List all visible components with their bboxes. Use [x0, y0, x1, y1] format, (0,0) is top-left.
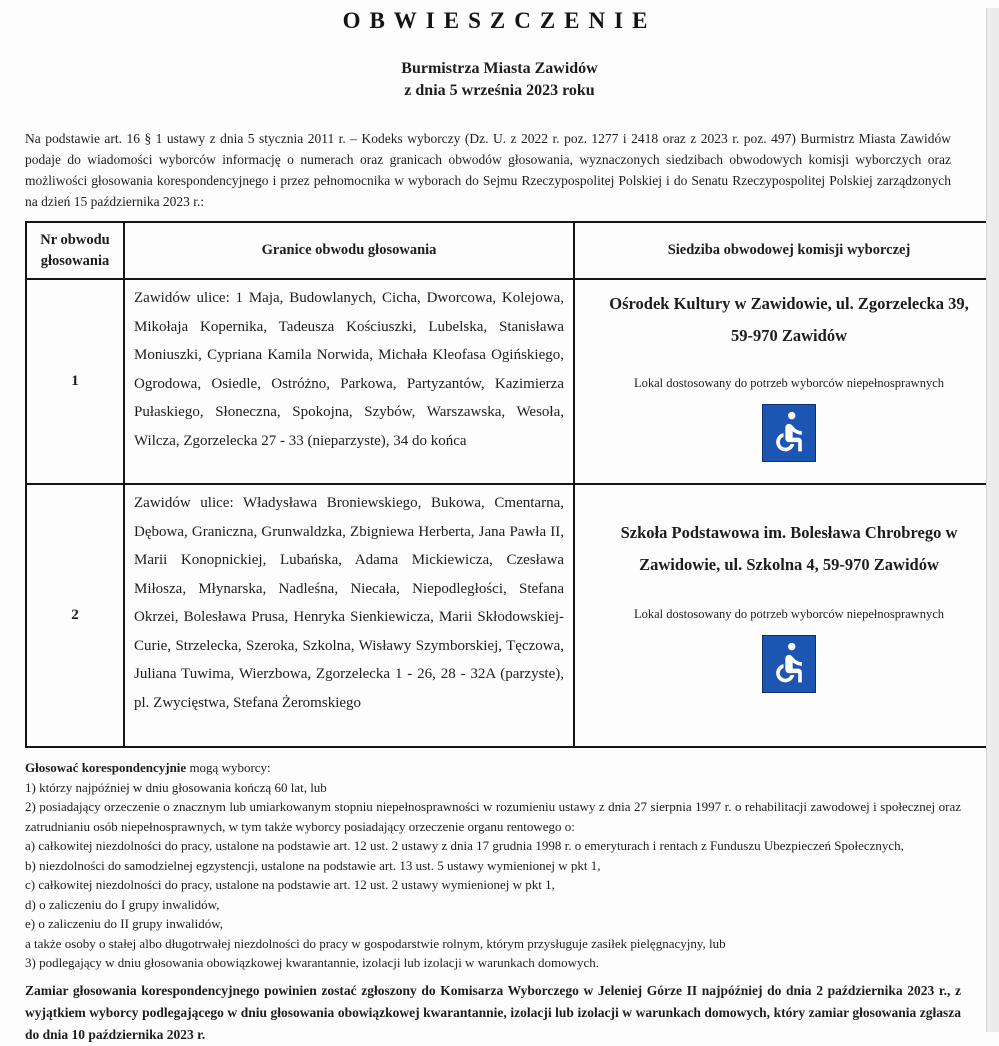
header-district-boundaries: Granice obwodu głosowania: [124, 222, 574, 279]
commission-seat-name: Ośrodek Kultury w Zawidowie, ul. Zgorzelecka 39, 59-970 Zawidów: [609, 294, 969, 345]
accessibility-note: Lokal dostosowany do potrzeb wyborców niepełnosprawnych: [634, 376, 944, 390]
rule-item: 2) posiadający orzeczenie o znacznym lub umiarkowanym stopniu niepełnosprawności w rozumieniu ustawy z dnia 27 sierpnia 1997 r. o rehabilitacji zawodowej i społecznej oraz zatrudnianiu osób niepełnosprawnych, w tym także wyborcy posiadający orzeczenie organu rentowego o:: [25, 799, 961, 834]
accessibility-note: Lokal dostosowany do potrzeb wyborców niepełnosprawnych: [634, 607, 944, 621]
page-title: OBWIESZCZENIE: [342, 8, 657, 33]
wheelchair-icon: [762, 404, 816, 462]
mail-voting-rules: [25, 758, 961, 1046]
scanned-page-edge: [986, 8, 999, 1032]
table-row: [26, 484, 999, 747]
district-number: 1: [26, 279, 124, 484]
commission-seat-name: Szkoła Podstawowa im. Bolesława Chrobrego w Zawidowie, ul. Szkolna 4, 59-970 Zawidów: [620, 523, 958, 574]
intro-paragraph: Na podstawie art. 16 § 1 ustawy z dnia 5 stycznia 2011 r. – Kodeks wyborczy (Dz. U. z 2022 r. poz. 1277 i 2418 oraz z 2023 r. poz. 497) Burmistrz Miasta Zawidów podaje do wiadomości wyborców informację o numerach oraz granicach obwodów głosowania, wyznaczonych siedzibach obwodowych komisji wyborczych oraz możliwości głosowania korespondencyjnego i przez pełnomocnika w wyborach do Sejmu Rzeczypospolitej Polskiej i do Senatu Rzeczypospolitej Polskiej zarządzonych na dzień 15 października 2023 r.:: [25, 131, 951, 209]
wheelchair-icon: [762, 635, 816, 693]
date-line: z dnia 5 września 2023 roku: [404, 82, 595, 99]
rule-item: 3) podlegający w dniu głosowania obowiązkowej kwarantannie, izolacji lub izolacji w warunkach domowych.: [25, 955, 599, 970]
table-header-row: [26, 222, 999, 279]
rule-item: 1) którzy najpóźniej w dniu głosowania kończą 60 lat, lub: [25, 779, 327, 795]
commission-seat-cell: [574, 279, 999, 484]
document-subtitle: [0, 58, 999, 102]
issuer-line: Burmistrza Miasta Zawidów: [401, 60, 598, 77]
table-row: [26, 279, 999, 484]
deadline-paragraph: Zamiar głosowania korespondencyjnego powinien zostać zgłoszony do Komisarza Wyborczego w Jeleniej Górze II najpóźniej do dnia 2 października 2023 r., z wyjątkiem wyborcy podlegającego w dniu głosowania obowiązkowej kwarantannie, izolacji lub izolacji w warunkach domowych, który zamiar głosowania zgłasza do dnia 10 października 2023 r.: [25, 982, 961, 1042]
commission-seat-cell: [574, 484, 999, 747]
rule-item: c) całkowitej niezdolności do pracy, ustalone na podstawie art. 12 ust. 2 ustawy wymienionej w pkt 1,: [25, 877, 555, 892]
rule-item: d) o zaliczeniu do I grupy inwalidów,: [25, 896, 220, 912]
rule-item: a także osoby o stałej albo długotrwałej niezdolności do pracy w gospodarstwie rolnym, którym przysługuje zasiłek pielęgnacyjny, lub: [25, 935, 726, 951]
rule-item: a) całkowitej niezdolności do pracy, ustalone na podstawie art. 12 ust. 2 ustawy z dnia 17 grudnia 1998 r. o emeryturach i rentach z Funduszu Ubezpieczeń Społecznych,: [25, 838, 904, 853]
rule-item: e) o zaliczeniu do II grupy inwalidów,: [25, 916, 224, 931]
mail-voting-heading-rest: mogą wyborcy:: [186, 760, 271, 775]
rule-item: b) niezdolności do samodzielnej egzystencji, ustalone na podstawie art. 13 ust. 5 ustawy wymienionej w pkt 1,: [25, 857, 601, 873]
district-boundaries: Zawidów ulice: Władysława Broniewskiego, Bukowa, Cmentarna, Dębowa, Graniczna, Grunwaldzka, Zbigniewa Herberta, Jana Pawła II, Marii Konopnickiej, Lubańska, Adama Mickiewicza, Czesława Miłosza, Młynarska, Nadleśna, Niecała, Niepodległości, Stefana Okrzei, Bolesława Prusa, Henryka Sienkiewicza, Marii Skłodowskiej-Curie, Strzelecka, Szeroka, Szkolna, Wisławy Szymborskiej, Tęczowa, Juliana Tuwima, Wierzbowa, Zgorzelecka 1 - 26, 28 - 32A (parzyste), pl. Zwycięstwa, Stefana Żeromskiego: [124, 484, 574, 747]
mail-voting-heading-bold: Głosować korespondencyjnie: [25, 760, 187, 775]
polling-districts-table: [25, 221, 999, 748]
district-number: 2: [26, 484, 124, 747]
header-commission-seat: Siedziba obwodowej komisji wyborczej: [574, 222, 999, 279]
header-district-number: Nr obwodu głosowania: [26, 222, 124, 279]
mail-voting-heading: [25, 758, 961, 778]
district-boundaries: Zawidów ulice: 1 Maja, Budowlanych, Cicha, Dworcowa, Kolejowa, Mikołaja Kopernika, Tadeusza Kościuszki, Lubelska, Stanisława Moniuszki, Cypriana Kamila Norwida, Michała Kleofasa Ogińskiego, Ogrodowa, Osiedle, Ostróżno, Parkowa, Partyzantów, Kazimierza Pułaskiego, Słoneczna, Spokojna, Szybów, Warszawska, Wesoła, Wilcza, Zgorzelecka 27 - 33 (nieparzyste), 34 do końca: [124, 279, 574, 484]
